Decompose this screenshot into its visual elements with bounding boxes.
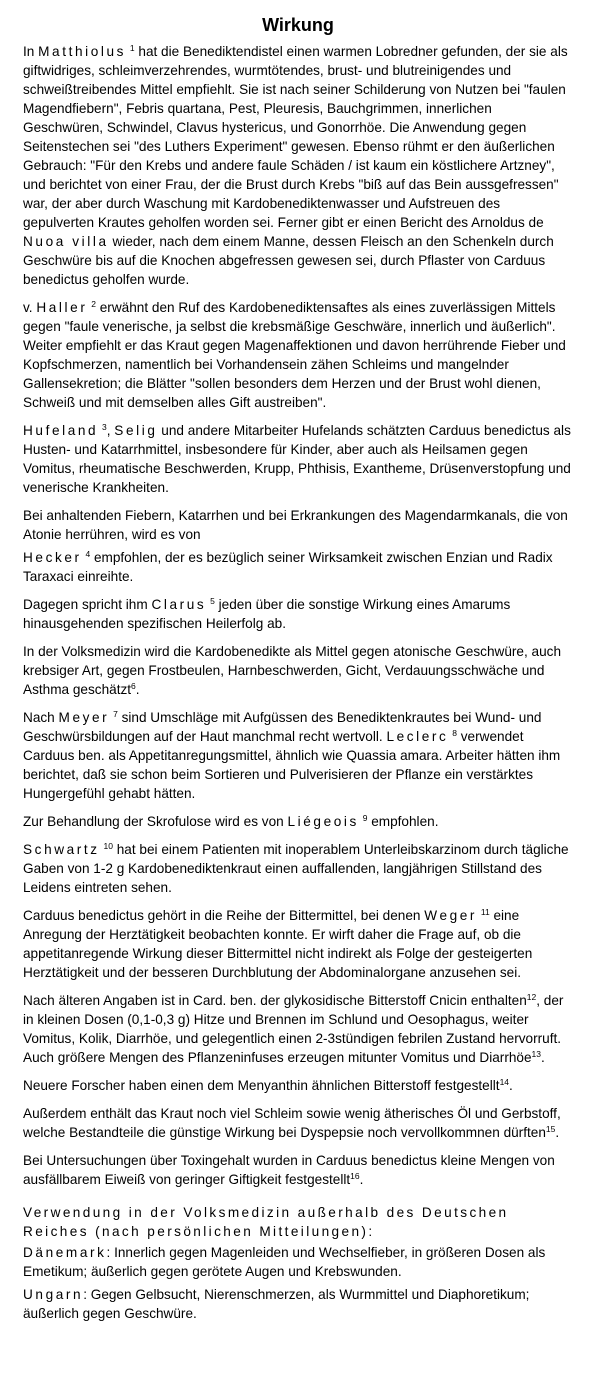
footnote-ref: 6 [131, 681, 136, 691]
footnote-ref: 2 [91, 299, 96, 309]
text-run: empfohlen. [367, 814, 439, 829]
text-run: In der Volksmedizin wird die Kardobenedikte als Mittel gegen atonische Geschwüre, auch krebsiger Art, gegen Frostbeulen, Harnbeschwerden, Gicht, Verdauungsschwäche und Asthma geschätzt [23, 644, 562, 697]
text-run: . [359, 1172, 364, 1187]
text-run: Nach [23, 710, 59, 725]
footnote-ref: 8 [452, 728, 457, 738]
author-name: Matthiolus [38, 44, 127, 59]
country-usage: : Innerlich gegen Magenleiden und Wechselfieber, in größeren Dosen als Emetikum; äußerlich gegen gerötete Augen und Krebswunden. [23, 1245, 546, 1279]
author-name: Leclerc [386, 729, 449, 744]
text-run: . [135, 682, 140, 697]
text-run: hat bei einem Patienten mit inoperablem Unterleibskarzinom durch tägliche Gaben von 1-2 g Kardobenediktenkraut einen auffallenden, langjährigen Stillstand des Leidens eintreten sehen. [23, 842, 569, 895]
paragraph [23, 298, 573, 412]
footnote-ref: 13 [531, 1049, 542, 1059]
author-name: Nuoa villa [23, 234, 109, 249]
text-run: , [106, 423, 115, 438]
paragraph [23, 906, 573, 982]
section-heading: Verwendung in der Volksmedizin außerhalb des Deutschen Reiches (nach persönlichen Mitteilungen): [23, 1205, 509, 1239]
author-name: Hecker [23, 550, 82, 565]
text-run: Bei anhaltenden Fiebern, Katarrhen und bei Erkrankungen des Magendarmkanals, die von Atonie herrühren, wird es von [23, 508, 568, 542]
footnote-ref: 12 [526, 992, 537, 1002]
paragraph [23, 548, 573, 586]
author-name: Meyer [58, 710, 110, 725]
text-run: erwähnt den Ruf des Kardobenediktensaftes als eines zuverlässigen Mittels gegen "faule venerische, ja selbst die krebsmäßige Geschwäre, innerlich und äußerlich". Weiter empfiehlt er das Kraut gegen Magenaffektionen und davon herrührende Fieber und Kopfschmerzen, namentlich bei Vorhandensein zähen Schleims und mangelnder Gallensekretion; die Blätter "sollen besonders dem Herzen und der Brust wohl dienen, Schweiß und mit demselben alles Gift austreiben". [23, 300, 566, 410]
text-run: Nach älteren Angaben ist in Card. ben. der glykosidische Bitterstoff Cnicin enthalten [23, 993, 527, 1008]
text-run: Dagegen spricht ihm [23, 597, 152, 612]
author-name: Weger [424, 908, 478, 923]
footnote-ref: 10 [103, 841, 113, 851]
paragraph [23, 708, 573, 803]
footnote-ref: 7 [113, 709, 118, 719]
author-name: Haller [36, 300, 88, 315]
footnote-ref: 15 [545, 1124, 556, 1134]
text-run: sind Umschläge mit Aufgüssen des Benediktenkrautes bei Wund- und Geschwürsbildungen auf der Haut manchmal recht wertvoll. [23, 710, 542, 744]
paragraph [23, 840, 573, 897]
paragraph [23, 812, 573, 831]
text-run: Zur Behandlung der Skrofulose wird es von [23, 814, 288, 829]
text-run: Außerdem enthält das Kraut noch viel Schleim sowie wenig ätherisches Öl und Gerbstoff, welche Bestandteile die günstige Wirkung bei Dyspepsie noch vervollkommnen dürften [23, 1106, 561, 1140]
text-run: Carduus benedictus gehört in die Reihe der Bittermittel, bei denen [23, 908, 425, 923]
paragraph [23, 1076, 573, 1095]
country-entry [23, 1243, 573, 1281]
text-run: . [509, 1078, 513, 1093]
author-name: Schwartz [23, 842, 100, 857]
paragraph [23, 595, 573, 633]
footnote-ref: 14 [499, 1077, 510, 1087]
text-run: hat die Benediktendistel einen warmen Lobredner gefunden, der sie als giftwidriges, schleimverzehrendes, wurmtötendes, brust- und blutreinigendes und schweißtreibendes Mittel empfiehlt. Sie ist nach seiner Schilderung von Nutzen bei "faulen Magendfiebern", Febris quartana, Pest, Pleuresis, Bauchgrimmen, innerlichen Geschwüren, Schwindel, Clavus hystericus, und Gonorrhöe. Die Anwendung gegen Seitenstechen sei "des Luthers Experiment" gewesen. Ebenso rühmt er den äußerlichen Gebrauch: "Für den Krebs und andere faule Schäden / ist kaum ein köstlichere Artzney", und berichtet von einer Frau, der die Brust durch Krebs "biß auf das Bein aussgefressen" war, der aber durch Waschung mit Kardobenediktenwasser und Aufstreuen des gepulverten Krautes geholfen worden sei. Ferner gibt er einen Bericht des Arnoldus de [23, 44, 568, 230]
text-run: , der in kleinen Dosen (0,1-0,3 g) Hitze und Brennen im Schlund und Oesophagus, weiter Vomitus, Kolik, Diarrhöe, und gelegentlich einen 2-3stündigen febrilen Zustand hervorruft. Auch größere Mengen des Pflanzeninfuses erzeugen mitunter Vomitus und Diarrhöe [23, 993, 564, 1065]
paragraph [23, 1151, 573, 1189]
country-name: Ungarn [23, 1287, 84, 1302]
footnote-ref: 5 [210, 596, 215, 606]
text-run: . [555, 1125, 560, 1140]
text-run: und andere Mitarbeiter Hufelands schätzten Carduus benedictus als Husten- und Katarrhmittel, insbesondere für Kinder, aber auch als Heilsamen gegen Vomitus, rheumatische Beschwerden, Krupp, Phthisis, Exantheme, Drüsenverstopfung und venerische Krankheiten. [23, 423, 571, 495]
author-name: Selig [114, 423, 158, 438]
paragraph [23, 506, 573, 544]
text-run: . [541, 1050, 545, 1065]
text-run: empfohlen, der es bezüglich seiner Wirksamkeit zwischen Enzian und Radix Taraxaci einreihte. [23, 550, 553, 584]
paragraph [23, 642, 573, 699]
paragraph [23, 421, 573, 497]
country-entry [23, 1285, 573, 1323]
paragraph [23, 1104, 573, 1142]
footnote-ref: 11 [480, 907, 490, 917]
footnote-ref: 1 [129, 43, 135, 53]
footnote-ref: 3 [102, 422, 107, 432]
text-run: wieder, nach dem einem Manne, dessen Fleisch an den Schenkeln durch Geschwüre bis auf die Knochen abgefressen gewesen sei, durch Pflaster von Carduus benedictus geholfen wurde. [23, 234, 554, 287]
text-run: Neuere Forscher haben einen dem Menyanthin ähnlichen Bitterstoff festgestellt [23, 1078, 500, 1093]
country-list [23, 1243, 573, 1323]
paragraph [23, 991, 573, 1067]
author-name: Clarus [151, 597, 207, 612]
document-body [23, 42, 573, 1189]
page-title: Wirkung [262, 15, 334, 35]
author-name: Liégeois [287, 814, 359, 829]
footnote-ref: 9 [362, 813, 368, 823]
text-run: Bei Untersuchungen über Toxingehalt wurden in Carduus benedictus kleine Mengen von ausfällbarem Eiweiß von geringer Giftigkeit festgestellt [23, 1153, 555, 1187]
author-name: Hufeland [23, 423, 99, 438]
text-run: In [23, 44, 39, 59]
paragraph [23, 42, 573, 289]
text-run: eine Anregung der Herztätigkeit beobachten konnte. Er wirft daher die Frage auf, ob die appetitanregende Wirkung dieser Bittermittel nicht indirekt als Folge der gesteigerten Herztätigkeit und der besseren Durchblutung der Abdominalorgane anzusehen sei. [23, 908, 533, 980]
text-run: verwendet Carduus ben. als Appetitanregungsmittel, ähnlich wie Quassia amara. Arbeiter hätten ihm berichtet, daß sie schon beim Sortieren und Pulverisieren der Pflanze ein verstärktes Hungergefühl gehabt hätten. [23, 729, 561, 801]
country-usage: : Gegen Gelbsucht, Nierenschmerzen, als Wurmmittel und Diaphoretikum; äußerlich gegen Geschwüre. [23, 1287, 530, 1321]
text-run: jeden über die sonstige Wirkung eines Amarums hinausgehenden spezifischen Heilerfolg ab. [23, 597, 511, 631]
text-run: v. [23, 300, 37, 315]
footnote-ref: 4 [85, 549, 91, 559]
country-name: Dänemark [23, 1245, 107, 1260]
footnote-ref: 16 [350, 1171, 360, 1181]
